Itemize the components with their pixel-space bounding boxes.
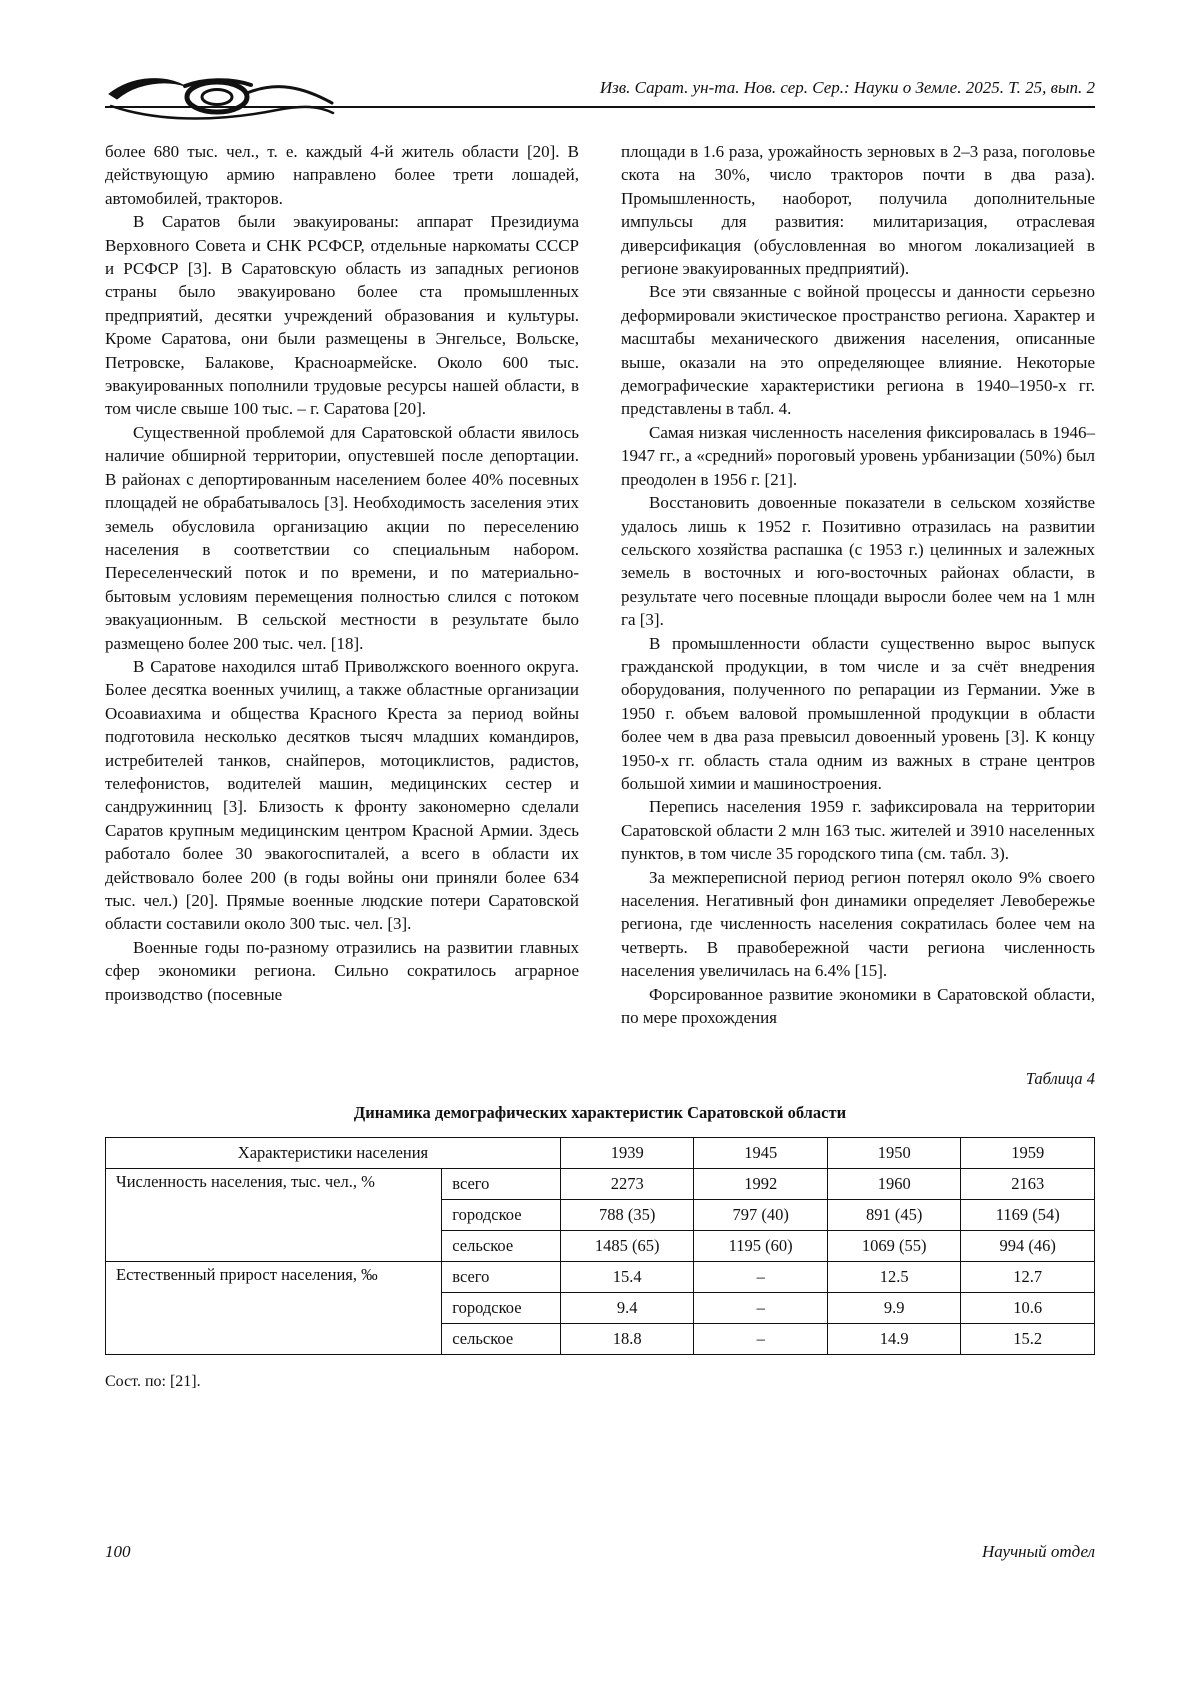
sub-cell: всего (442, 1169, 561, 1200)
table-header-year: 1950 (827, 1138, 961, 1169)
value-cell: 2273 (560, 1169, 694, 1200)
value-cell: 1992 (694, 1169, 828, 1200)
value-cell: 797 (40) (694, 1200, 828, 1231)
table-row (106, 1262, 1095, 1293)
group-cell: Численность населения, тыс. чел., % (106, 1169, 442, 1262)
table-header-year: 1939 (560, 1138, 694, 1169)
paragraph: За межпереписной период регион потерял около 9% своего населения. Негативный фон динамики определяет Левобережье региона, где численность населения сократилась более чем на четверть. В правобережной части региона численность населения увеличилась на 6.4% [15]. (621, 867, 1095, 981)
paragraph: Форсированное развитие экономики в Саратовской области, по мере прохождения (621, 984, 1095, 1028)
paragraph: Военные годы по-разному отразились на развитии главных сфер экономики региона. Сильно сократилось аграрное производство (посевные (105, 937, 579, 1004)
value-cell: 14.9 (827, 1324, 961, 1355)
sub-cell: всего (442, 1262, 561, 1293)
table-source-note: Сост. по: [21]. (105, 1373, 201, 1391)
value-cell: 15.2 (961, 1324, 1095, 1355)
table-row (106, 1169, 1095, 1200)
table-header-year: 1945 (694, 1138, 828, 1169)
article-body (105, 140, 1095, 1029)
journal-header (105, 0, 1095, 108)
value-cell: 1069 (55) (827, 1231, 961, 1262)
journal-logo-ornament (105, 72, 335, 122)
table-header-characteristics: Характеристики населения (106, 1138, 561, 1169)
value-cell: – (694, 1262, 828, 1293)
value-cell: 891 (45) (827, 1200, 961, 1231)
value-cell: 10.6 (961, 1293, 1095, 1324)
table-header-year: 1959 (961, 1138, 1095, 1169)
paragraph: Все эти связанные с войной процессы и данности серьезно деформировали экистическое пространство региона. Характер и масштабы механического движения населения, описанные выше, оказали на это определяющее влияние. Некоторые демографические характеристики региона в 1940–1950-х гг. представлены в табл. 4. (621, 282, 1095, 419)
page-number: 100 (105, 1542, 131, 1561)
left-column (105, 140, 579, 1029)
value-cell: 18.8 (560, 1324, 694, 1355)
value-cell: 1485 (65) (560, 1231, 694, 1262)
paragraph: более 680 тыс. чел., т. е. каждый 4-й житель области [20]. В действующую армию направлено более трети лошадей, автомобилей, тракторов. (105, 142, 579, 208)
footer-section-label: Научный отдел (981, 1542, 1095, 1561)
value-cell: 12.7 (961, 1262, 1095, 1293)
value-cell: 12.5 (827, 1262, 961, 1293)
value-cell: 9.9 (827, 1293, 961, 1324)
value-cell: – (694, 1324, 828, 1355)
group-cell: Естественный прирост населения, ‰ (106, 1262, 442, 1355)
table-caption-label: Таблица 4 (1025, 1069, 1095, 1089)
table-block (105, 1069, 1095, 1391)
value-cell: 1169 (54) (961, 1200, 1095, 1231)
journal-reference: Изв. Сарат. ун-та. Нов. сер. Сер.: Науки о Земле. 2025. Т. 25, вып. 2 (599, 78, 1095, 97)
value-cell: 994 (46) (961, 1231, 1095, 1262)
table-header-row (106, 1138, 1095, 1169)
value-cell: 2163 (961, 1169, 1095, 1200)
value-cell: 788 (35) (560, 1200, 694, 1231)
table-title: Динамика демографических характеристик Саратовской области (353, 1103, 847, 1123)
demographics-table (105, 1137, 1095, 1355)
value-cell: 9.4 (560, 1293, 694, 1324)
value-cell: – (694, 1293, 828, 1324)
paragraph: Самая низкая численность населения фиксировалась в 1946–1947 гг., а «средний» пороговый уровень урбанизации (50%) был преодолен в 1956 г. [21]. (621, 422, 1095, 489)
value-cell: 15.4 (560, 1262, 694, 1293)
paragraph: В промышленности области существенно вырос выпуск гражданской продукции, в том числе и за счёт внедрения оборудования, полученного по репарации из Германии. Уже в 1950 г. объем валовой промышленной продукции в области более чем в два раза превысил довоенный уровень [3]. К концу 1950-х гг. область стала одним из важных в стране центров большой химии и машиностроения. (621, 633, 1095, 793)
paragraph: площади в 1.6 раза, урожайность зерновых в 2–3 раза, поголовье скота на 30%, число тракторов почти в два раза). Промышленность, наоборот, получила дополнительные импульсы для развития: милитаризация, отраслевая диверсификация (обусловленная во многом локализацией в регионе эвакуированных предприятий). (621, 142, 1095, 279)
paragraph: В Саратов были эвакуированы: аппарат Президиума Верховного Совета и СНК РСФСР, отдельные наркоматы СССР и РСФСР [3]. В Саратовскую область из западных регионов страны было эвакуировано более ста промышленных предприятий, десятки учреждений образования и культуры. Кроме Саратова, они были размещены в Энгельсе, Вольске, Петровске, Балакове, Красноармейске. Около 600 тыс. эвакуированных пополнили трудовые ресурсы нашей области, в том числе свыше 100 тыс. – г. Саратова [20]. (105, 212, 579, 419)
sub-cell: сельское (442, 1324, 561, 1355)
sub-cell: городское (442, 1293, 561, 1324)
page-footer (105, 1542, 1095, 1562)
paragraph: В Саратове находился штаб Приволжского военного округа. Более десятка военных училищ, а также областные организации Осоавиахима и общества Красного Креста за период войны подготовила несколько десятков тысяч младших командиров, истребителей танков, снайперов, мотоциклистов, радистов, телефонистов, водителей машин, медицинских сестер и сандружинниц [3]. Близость к фронту закономерно сделали Саратов крупным медицинским центром Красной Армии. Здесь работало более 30 эвакогоспиталей, а всего в области их действовало более 200 (в годы войны они приняли более 634 тыс. чел.) [20]. Прямые военные людские потери Саратовской области составили около 300 тыс. чел. [3]. (105, 656, 579, 934)
value-cell: 1960 (827, 1169, 961, 1200)
right-column (621, 140, 1095, 1029)
paragraph: Существенной проблемой для Саратовской области явилось наличие обширной территории, опустевшей после депортации. В районах с депортированным населением более 40% посевных площадей не обрабатывалось [3]. Необходимость заселения этих земель обусловила организацию акции по переселению населения в соответствии со специальным набором. Переселенческий поток и по времени, и по материально-бытовым условиям перемещения полностью слился с потоком эвакуационным. В сельской местности в результате было размещено более 200 тыс. чел. [18]. (105, 422, 579, 653)
value-cell: 1195 (60) (694, 1231, 828, 1262)
sub-cell: сельское (442, 1231, 561, 1262)
sub-cell: городское (442, 1200, 561, 1231)
paragraph: Перепись населения 1959 г. зафиксировала на территории Саратовской области 2 млн 163 тыс. жителей и 3910 населенных пунктов, в том числе 35 городского типа (см. табл. 3). (621, 797, 1095, 864)
paragraph: Восстановить довоенные показатели в сельском хозяйстве удалось лишь к 1952 г. Позитивно отразилась на развитии сельского хозяйства распашка (с 1953 г.) целинных и залежных земель в восточных и юго-восточных районах области, в результате чего посевные площади выросли более чем на 1 млн га [3]. (621, 493, 1095, 630)
